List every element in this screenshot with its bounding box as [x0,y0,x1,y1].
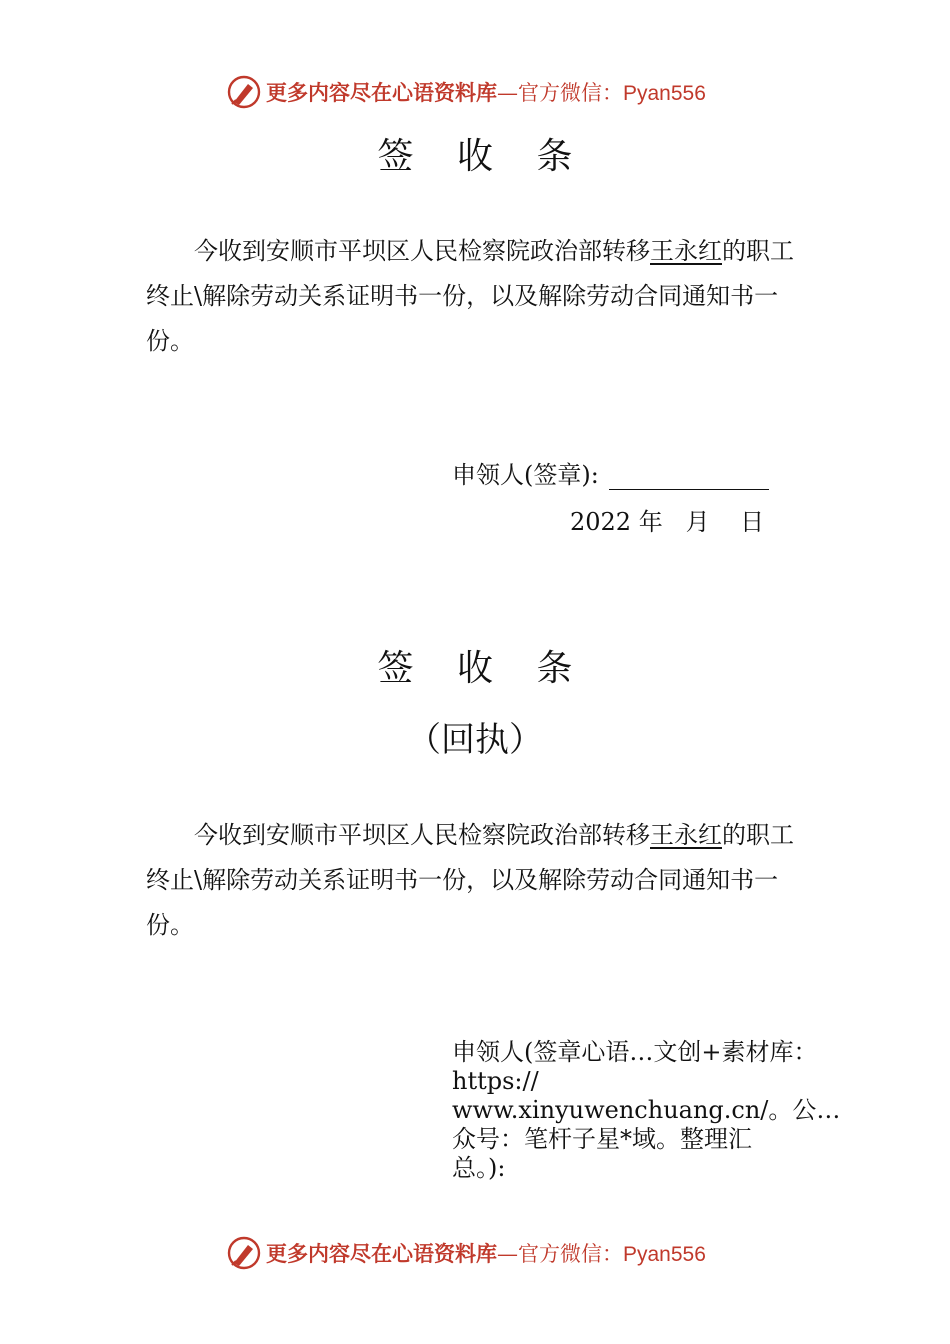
watermark-text [266,77,706,107]
watermark-wechat-id: Pyan556 [623,82,706,105]
pen-logo-icon [226,1235,262,1271]
receipt-1-signature-label: 申领人(签章): [452,461,599,489]
receipt-2-signature-block [452,1038,841,1183]
receipt-2-title: 签 收 条 [377,648,589,689]
receipt-2-signature-line: 总。): [452,1154,506,1182]
watermark-label: 官方微信： [518,1242,623,1266]
watermark-dash: — [497,1242,518,1266]
receipt-1-date: 2022 年 月 日 [570,508,765,536]
receipt-2-signature-line: 申领人(签章心语…文创+素材库： [452,1038,818,1066]
receipt-2-signature-line: 众号：笔杆子星*域。整理汇 [452,1125,752,1153]
watermark-text [266,1238,706,1268]
watermark-wechat-id: Pyan556 [623,1243,706,1266]
receipt-2-signature-line: https:// [452,1067,539,1095]
watermark-banner-top [226,72,706,112]
receipt-1-title: 签 收 条 [377,136,589,177]
receipt-2-recipient-name: 王永红 [650,821,722,849]
watermark-banner-bottom [226,1233,706,1273]
receipt-1-signature-blank [609,461,769,490]
watermark-main: 更多内容尽在心语资料库 [266,80,497,105]
receipt-2-text-before-name: 今收到安顺市平坝区人民检察院政治部转移 [194,821,650,849]
receipt-2-text-after-name: 的职工终止\解除劳动关系证明书一份，以及解除劳动合同通知书一份。 [146,821,794,939]
receipt-2-body [146,813,811,948]
watermark-label: 官方微信： [518,81,623,105]
receipt-1-signature-row [452,455,769,490]
receipt-1-body [146,229,811,364]
watermark-main: 更多内容尽在心语资料库 [266,1241,497,1266]
receipt-2-subtitle: （回执） [407,720,543,760]
receipt-1-text-after-name: 的职工终止\解除劳动关系证明书一份，以及解除劳动合同通知书一份。 [146,237,794,355]
receipt-2-signature-line: www.xinyuwenchuang.cn/。公… [452,1096,841,1124]
watermark-dash: — [497,81,518,105]
pen-logo-icon [226,74,262,110]
receipt-1-recipient-name: 王永红 [650,237,722,265]
receipt-1-text-before-name: 今收到安顺市平坝区人民检察院政治部转移 [194,237,650,265]
